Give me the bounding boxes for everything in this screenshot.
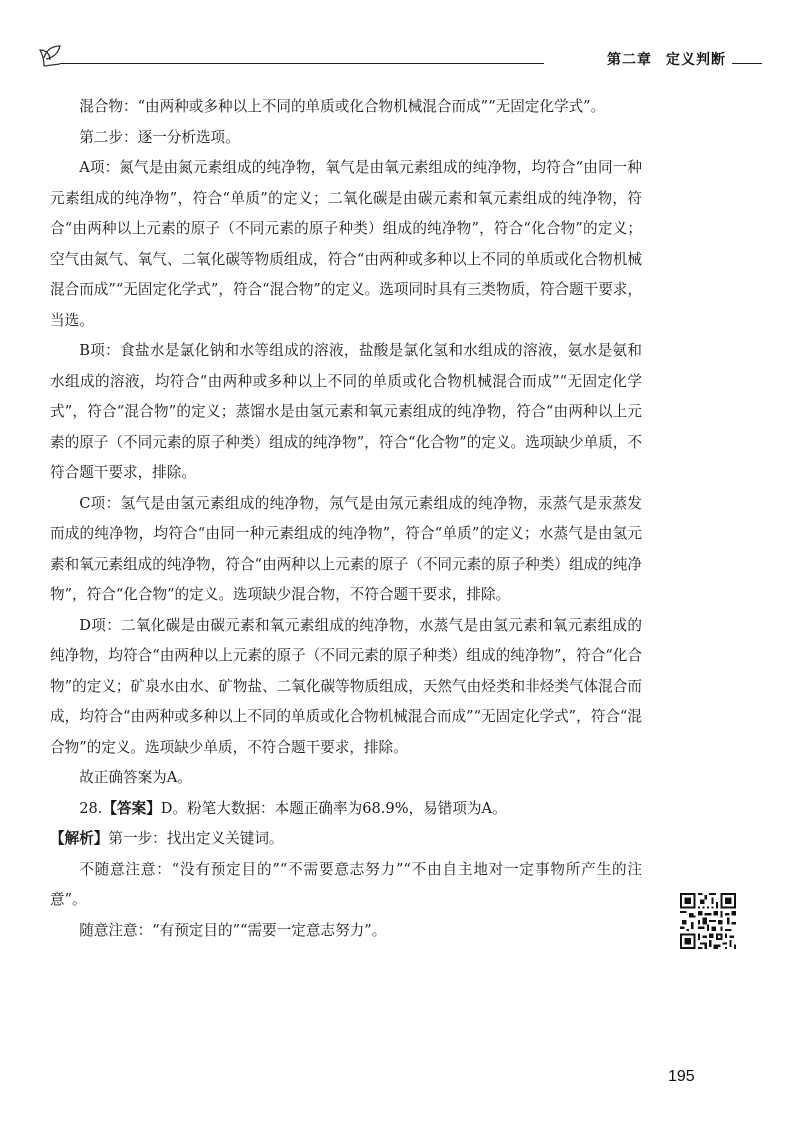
paragraph: C项：氢气是由氢元素组成的纯净物，氖气是由氖元素组成的纯净物，汞蒸气是汞蒸发而成的纯净物，均符合“由同一种元素组成的纯净物”，符合“单质”的定义；水蒸气是由氢元素和氧元素组成的纯净物，符合“由两种以上元素的原子（不同元素的原子种类）组成的纯净物”，符合“化合物”的定义。选项缺少混合物，不符合题干要求，排除。	[50, 494, 642, 603]
paragraph: 不随意注意：“没有预定目的”“不需要意志努力”“不由自主地对一定事物所产生的注意”。	[50, 860, 642, 908]
chapter-number: 第二章	[607, 52, 652, 68]
header-rule-right	[732, 63, 762, 64]
analysis-text: 第一步：找出定义关键词。	[108, 830, 284, 847]
answer-text: D。粉笔大数据：本题正确率为68.9%，易错项为A。	[160, 799, 507, 817]
question-answer-line	[50, 794, 642, 825]
paragraph: D项：二氧化碳是由碳元素和氧元素组成的纯净物，水蒸气是由氢元素和氧元素组成的纯净物，均符合“由两种以上元素的原子（不同元素的原子种类）组成的纯净物”，符合“化合物”的定义；矿泉水由水、矿物盐、二氧化碳等物质组成，天然气由烃类和非烃类气体混合而成，均符合“由两种或多种以上不同的单质或化合物机械混合而成”“无固定化学式”，符合“混合物”的定义。选项缺少单质，不符合题干要求，排除。	[50, 616, 642, 756]
chapter-title	[607, 49, 726, 69]
paragraph: 第二步：逐一分析选项。	[79, 128, 240, 146]
header-rule-left	[60, 63, 544, 64]
analysis-label: 【解析】	[50, 830, 109, 847]
answer-label: 【答案】	[102, 799, 161, 817]
chapter-name: 定义判断	[666, 52, 726, 68]
paragraph: 混合物：“由两种或多种以上不同的单质或化合物机械混合而成”“无固定化学式”。	[79, 98, 606, 115]
paragraph: 故正确答案为A。	[79, 769, 192, 786]
page-number: 195	[668, 1068, 695, 1085]
paragraph: A项：氮气是由氮元素组成的纯净物，氧气是由氧元素组成的纯净物，均符合“由同一种元素组成的纯净物”，符合“单质”的定义；二氧化碳是由碳元素和氧元素组成的纯净物，符合“由两种以上元素的原子（不同元素的原子种类）组成的纯净物”，符合“化合物”的定义；空气由氮气、氧气、二氧化碳等物质组成，符合“由两种或多种以上不同的单质或化合物机械混合而成”“无固定化学式”，符合“混合物”的定义。选项同时具有三类物质，符合题干要求，当选。	[50, 159, 642, 329]
analysis-line	[50, 824, 642, 855]
page-header	[38, 38, 762, 70]
question-number: 28.	[79, 799, 103, 817]
qr-code[interactable]	[680, 893, 736, 949]
paragraph: B项：食盐水是氯化钠和水等组成的溶液，盐酸是氯化氢和水组成的溶液，氨水是氨和水组成的溶液，均符合“由两种或多种以上不同的单质或化合物机械混合而成”“无固定化学式”，符合“混合物”的定义；蒸馏水是由氢元素和氧元素组成的纯净物，符合“由两种以上元素的原子（不同元素的原子种类）组成的纯净物”，符合“化合物”的定义。选项缺少单质，不符合题干要求，排除。	[50, 342, 642, 481]
paragraph: 随意注意：“有预定目的”“需要一定意志努力”。	[79, 921, 387, 939]
page-body	[50, 92, 642, 946]
